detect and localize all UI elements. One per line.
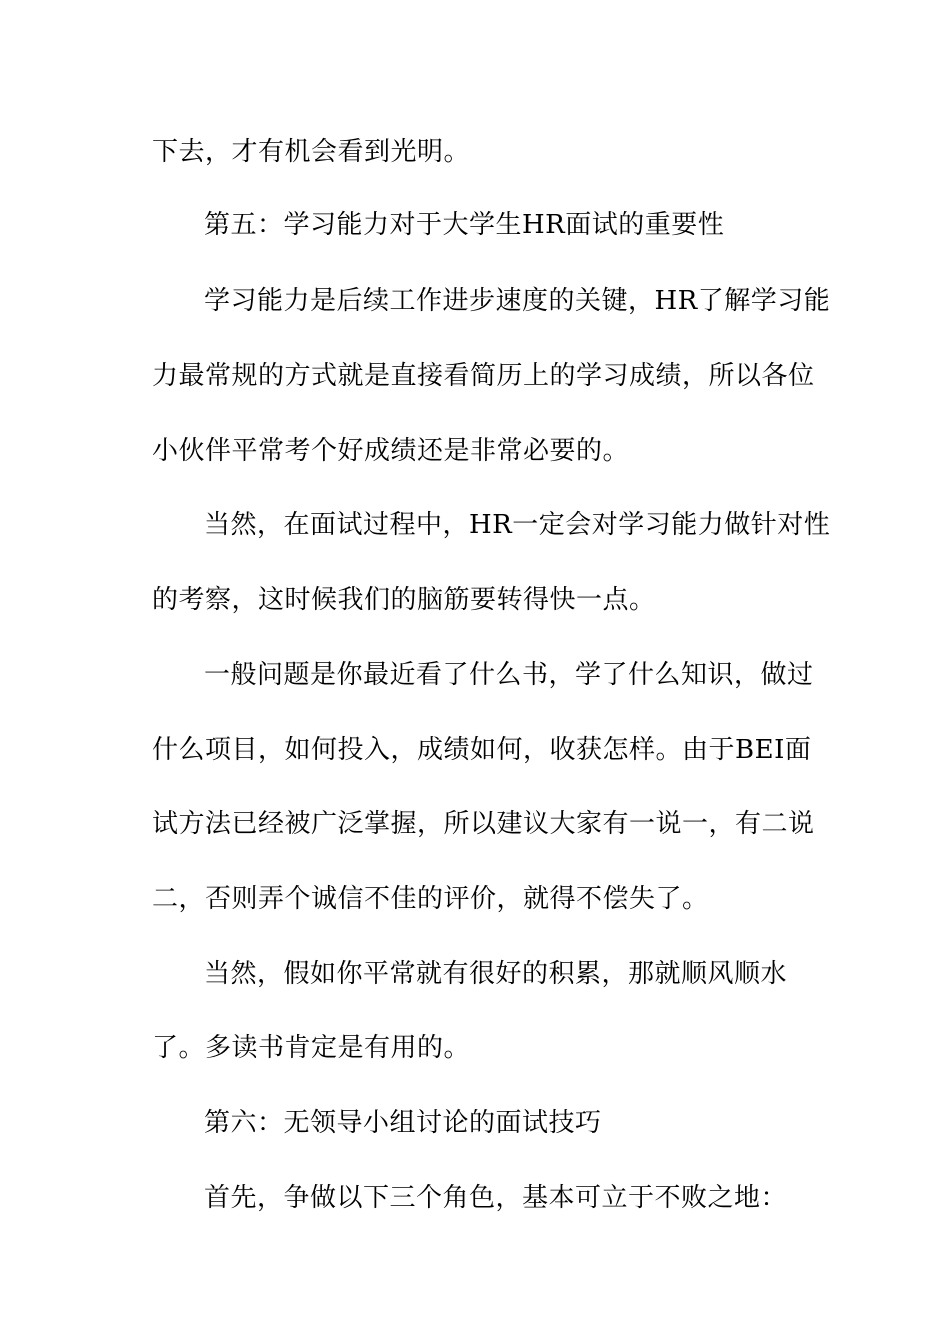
section-heading: 第五：学习能力对于大学生HR面试的重要性 — [204, 210, 725, 240]
paragraph-line: 试方法已经被广泛掌握，所以建议大家有一说一，有二说 — [152, 809, 815, 839]
paragraph-line: 当然，在面试过程中，HR一定会对学习能力做针对性 — [204, 510, 831, 540]
paragraph-line: 下去，才有机会看到光明。 — [152, 137, 471, 167]
paragraph-line: 当然，假如你平常就有很好的积累，那就顺风顺水 — [204, 959, 788, 989]
paragraph-line: 的考察，这时候我们的脑筋要转得快一点。 — [152, 585, 656, 615]
paragraph-line: 了。多读书肯定是有用的。 — [152, 1033, 471, 1063]
paragraph-line: 力最常规的方式就是直接看简历上的学习成绩，所以各位 — [152, 361, 815, 391]
paragraph-line: 二，否则弄个诚信不佳的评价，就得不偿失了。 — [152, 884, 709, 914]
section-heading: 第六：无领导小组讨论的面试技巧 — [204, 1108, 602, 1138]
paragraph-line: 什么项目，如何投入，成绩如何，收获怎样。由于BEI面 — [152, 735, 812, 765]
paragraph-line: 一般问题是你最近看了什么书，学了什么知识，做过 — [204, 660, 814, 690]
paragraph-line: 学习能力是后续工作进步速度的关键，HR了解学习能 — [204, 286, 831, 316]
paragraph-line: 首先，争做以下三个角色，基本可立于不败之地： — [204, 1183, 788, 1213]
paragraph-line: 小伙伴平常考个好成绩还是非常必要的。 — [152, 436, 630, 466]
